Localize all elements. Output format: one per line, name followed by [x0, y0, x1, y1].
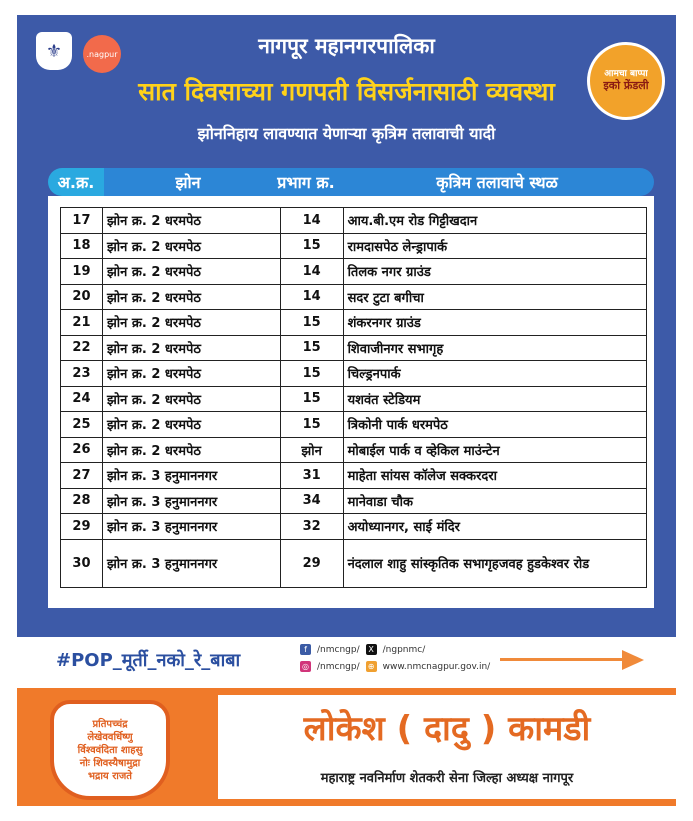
cell-zone: झोन क्र. 3 हनुमाननगर — [102, 514, 280, 540]
nagpur-logo: .nagpur — [83, 35, 121, 73]
cell-place: शंकरनगर ग्राउंड — [343, 310, 646, 336]
facebook-icon: f — [300, 644, 311, 655]
cell-ward: 15 — [280, 233, 343, 259]
cell-serial: 21 — [61, 310, 103, 336]
cell-ward: 14 — [280, 208, 343, 234]
table-row — [61, 335, 647, 361]
table-row — [61, 310, 647, 336]
cell-serial: 29 — [61, 514, 103, 540]
arrow-right-icon — [500, 658, 630, 661]
cell-serial: 17 — [61, 208, 103, 234]
column-header-ward: प्रभाग क्र. — [272, 168, 340, 196]
cell-ward: 15 — [280, 412, 343, 438]
x-icon: X — [366, 644, 377, 655]
pond-list-table — [60, 207, 647, 588]
instagram-icon: ◎ — [300, 661, 311, 672]
person-name: लोकेश ( दादु ) कामडी — [303, 709, 591, 749]
cell-place: रामदासपेठ लेन्ड्रापार्क — [343, 233, 646, 259]
arrow-head-icon — [622, 650, 644, 670]
table-row — [61, 233, 647, 259]
twitter-handle[interactable]: /ngpnmc/ — [382, 644, 426, 655]
facebook-handle[interactable]: /nmcngp/ — [317, 644, 360, 655]
cell-ward: 15 — [280, 361, 343, 387]
cell-serial: 25 — [61, 412, 103, 438]
seal-line-3: र्विश्ववंदिता शाहसु — [77, 744, 143, 756]
cell-zone: झोन क्र. 2 धरमपेठ — [102, 233, 280, 259]
cell-ward: 31 — [280, 463, 343, 489]
cell-zone: झोन क्र. 2 धरमपेठ — [102, 335, 280, 361]
cell-zone: झोन क्र. 2 धरमपेठ — [102, 259, 280, 285]
cell-zone: झोन क्र. 3 हनुमाननगर — [102, 488, 280, 514]
cell-place: तिलक नगर ग्राउंड — [343, 259, 646, 285]
cell-place: मानेवाडा चौक — [343, 488, 646, 514]
cell-serial: 27 — [61, 463, 103, 489]
seal-line-4: नोः शिवस्यैषामुद्रा — [79, 757, 141, 769]
cell-place: यशवंत स्टेडियम — [343, 386, 646, 412]
table-row — [61, 386, 647, 412]
eco-logo-line1: आमचा बाप्पा — [604, 69, 648, 79]
royal-seal-icon — [50, 700, 170, 800]
table-row — [61, 514, 647, 540]
table-row — [61, 208, 647, 234]
cell-serial: 18 — [61, 233, 103, 259]
table-row — [61, 259, 647, 285]
column-header-zone: झोन — [104, 168, 272, 196]
cell-serial: 24 — [61, 386, 103, 412]
column-header-serial: अ.क्र. — [48, 168, 104, 196]
globe-icon: ⊕ — [366, 661, 377, 672]
cell-zone: झोन क्र. 3 हनुमाननगर — [102, 463, 280, 489]
cell-serial: 28 — [61, 488, 103, 514]
cell-place: मोबाईल पार्क व व्हेकिल माउंन्टेन — [343, 437, 646, 463]
cell-place: आय.बी.एम रोड गिट्टीखदान — [343, 208, 646, 234]
table-row — [61, 488, 647, 514]
cell-zone: झोन क्र. 3 हनुमाननगर — [102, 539, 280, 587]
cell-serial: 30 — [61, 539, 103, 587]
cell-place: माहेता सांयस कॉलेज सक्करदरा — [343, 463, 646, 489]
cell-ward: 15 — [280, 310, 343, 336]
cell-place: अयोध्यानगर, साई मंदिर — [343, 514, 646, 540]
cell-serial: 23 — [61, 361, 103, 387]
seal-line-5: भद्राय राजते — [87, 770, 132, 782]
cell-ward: 14 — [280, 259, 343, 285]
table-row — [61, 463, 647, 489]
page-caption: झोननिहाय लावण्यात येणाऱ्या कृत्रिम तलावाची यादी — [197, 124, 496, 143]
cell-zone: झोन क्र. 2 धरमपेठ — [102, 361, 280, 387]
cell-zone: झोन क्र. 2 धरमपेठ — [102, 437, 280, 463]
cell-ward: 14 — [280, 284, 343, 310]
instagram-handle[interactable]: /nmcngp/ — [317, 661, 360, 672]
table-row — [61, 284, 647, 310]
cell-place: त्रिकोनी पार्क धरमपेठ — [343, 412, 646, 438]
eco-logo-line2: इको फ्रेंडली — [603, 78, 649, 92]
seal-line-1: प्रतिपच्चंद्र — [92, 718, 128, 730]
page-subtitle: सात दिवसाच्या गणपती विसर्जनासाठी व्यवस्था — [138, 77, 555, 106]
cell-place: चिल्ड्रनपार्क — [343, 361, 646, 387]
cell-serial: 26 — [61, 437, 103, 463]
cell-serial: 20 — [61, 284, 103, 310]
website-link[interactable]: www.nmcnagpur.gov.in/ — [382, 661, 491, 672]
cell-ward: 15 — [280, 335, 343, 361]
cell-place: शिवाजीनगर सभागृह — [343, 335, 646, 361]
seal-line-2: लेखेववर्धिष्णु — [87, 731, 133, 743]
person-designation: महाराष्ट्र नवनिर्माण शेतकरी सेना जिल्हा अध्यक्ष नागपूर — [320, 771, 574, 786]
cell-zone: झोन क्र. 2 धरमपेठ — [102, 386, 280, 412]
cell-zone: झोन क्र. 2 धरमपेठ — [102, 412, 280, 438]
table-row — [61, 539, 647, 587]
cell-ward: 32 — [280, 514, 343, 540]
cell-zone: झोन क्र. 2 धरमपेठ — [102, 284, 280, 310]
cell-ward: झोन — [280, 437, 343, 463]
cell-place: सदर टुटा बगीचा — [343, 284, 646, 310]
cell-ward: 29 — [280, 539, 343, 587]
nmc-emblem-icon: ⚜ — [36, 32, 72, 70]
cell-ward: 34 — [280, 488, 343, 514]
cell-ward: 15 — [280, 386, 343, 412]
cell-place: नंदलाल शाहु सांस्कृतिक सभागृहजवह हुडकेश्वर रोड — [343, 539, 646, 587]
table-row — [61, 361, 647, 387]
page-title: नागपूर महानगरपालिका — [258, 34, 435, 58]
table-row — [61, 412, 647, 438]
table-row — [61, 437, 647, 463]
hashtag-text: #POP_मूर्ती_नको_रे_बाबा — [56, 650, 241, 671]
cell-zone: झोन क्र. 2 धरमपेठ — [102, 208, 280, 234]
cell-zone: झोन क्र. 2 धरमपेठ — [102, 310, 280, 336]
cell-serial: 22 — [61, 335, 103, 361]
cell-serial: 19 — [61, 259, 103, 285]
social-row-2 — [300, 661, 490, 672]
column-header-place: कृत्रिम तलावाचे स्थळ — [340, 168, 654, 196]
social-row-1 — [300, 644, 425, 655]
